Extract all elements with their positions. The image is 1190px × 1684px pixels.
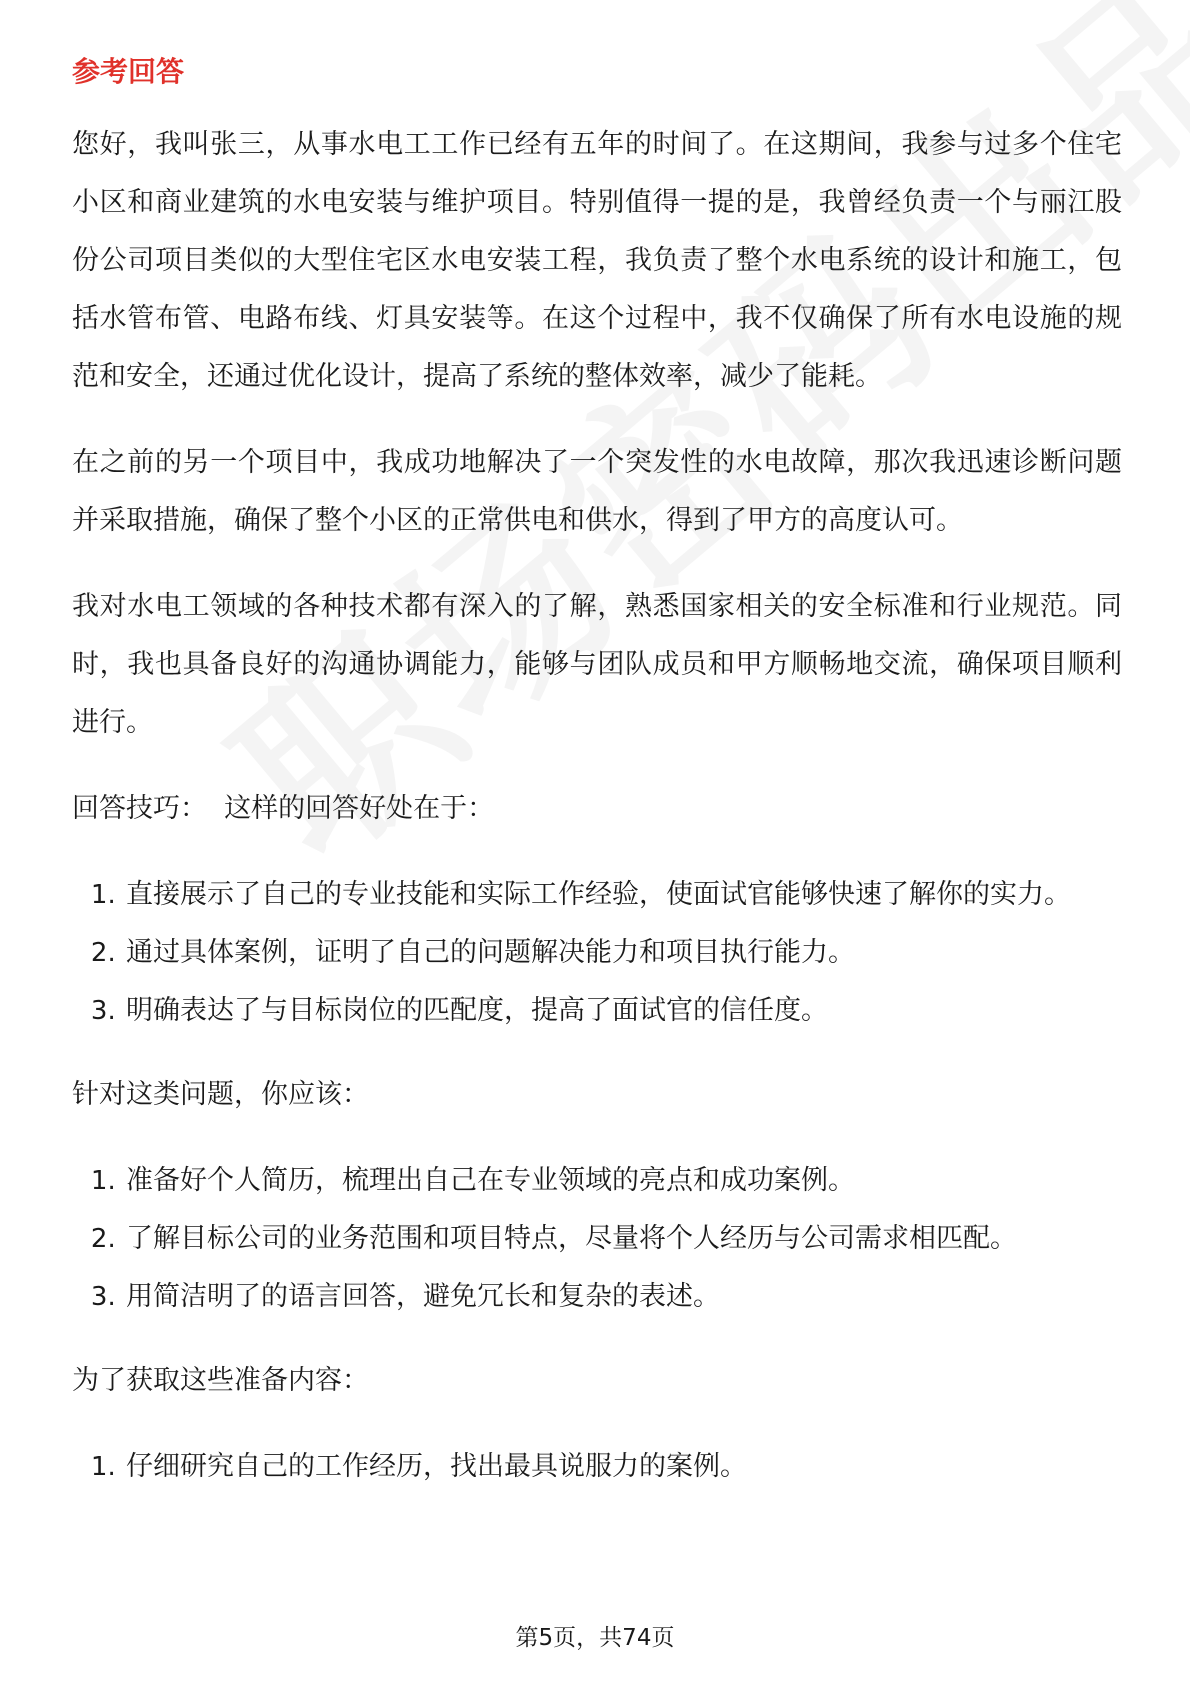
- answer-paragraph-2: 在之前的另一个项目中，我成功地解决了一个突发性的水电故障，那次我迅速诊断问题并采取措施，确保了整个小区的正常供电和供水，得到了甲方的高度认可。: [72, 447, 1122, 536]
- list-item: 1. 直接展示了自己的专业技能和实际工作经验，使面试官能够快速了解你的实力。: [124, 866, 1122, 924]
- list-item: 1. 仔细研究自己的工作经历，找出最具说服力的案例。: [124, 1438, 1122, 1496]
- answer-paragraph-3: 我对水电工领域的各种技术都有深入的了解，熟悉国家相关的安全标准和行业规范。同时，我也具备良好的沟通协调能力，能够与团队成员和甲方顺畅地交流，确保项目顺利进行。: [72, 591, 1122, 738]
- prep-intro: 为了获取这些准备内容：: [72, 1365, 369, 1396]
- list-item: 2. 了解目标公司的业务范围和项目特点，尽量将个人经历与公司需求相匹配。: [124, 1210, 1122, 1268]
- list-item: 1. 准备好个人简历，梳理出自己在专业领域的亮点和成功案例。: [124, 1152, 1122, 1210]
- prep-list: [72, 1438, 1122, 1496]
- list-item: 2. 通过具体案例，证明了自己的问题解决能力和项目执行能力。: [124, 924, 1122, 982]
- list-item: 3. 用简洁明了的语言回答，避免冗长和复杂的表述。: [124, 1268, 1122, 1326]
- section-heading: 参考回答: [72, 55, 185, 88]
- advice-list: [72, 1152, 1122, 1326]
- answer-paragraph-1: 您好，我叫张三，从事水电工工作已经有五年的时间了。在这期间，我参与过多个住宅小区和商业建筑的水电安装与维护项目。特别值得一提的是，我曾经负责一个与丽江股份公司项目类似的大型住宅区水电安装工程，我负责了整个水电系统的设计和施工，包括水管布管、电路布线、灯具安装等。在这个过程中，我不仅确保了所有水电设施的规范和安全，还通过优化设计，提高了系统的整体效率，减少了能耗。: [72, 129, 1122, 392]
- page-number: 第5页，共74页: [515, 1625, 675, 1651]
- advice-intro: 针对这类问题，你应该：: [72, 1079, 369, 1110]
- list-item: 3. 明确表达了与目标岗位的匹配度，提高了面试官的信任度。: [124, 982, 1122, 1040]
- tips-intro: 回答技巧： 这样的回答好处在于：: [72, 793, 495, 824]
- answer-body: [72, 116, 1122, 1522]
- tips-list: [72, 866, 1122, 1040]
